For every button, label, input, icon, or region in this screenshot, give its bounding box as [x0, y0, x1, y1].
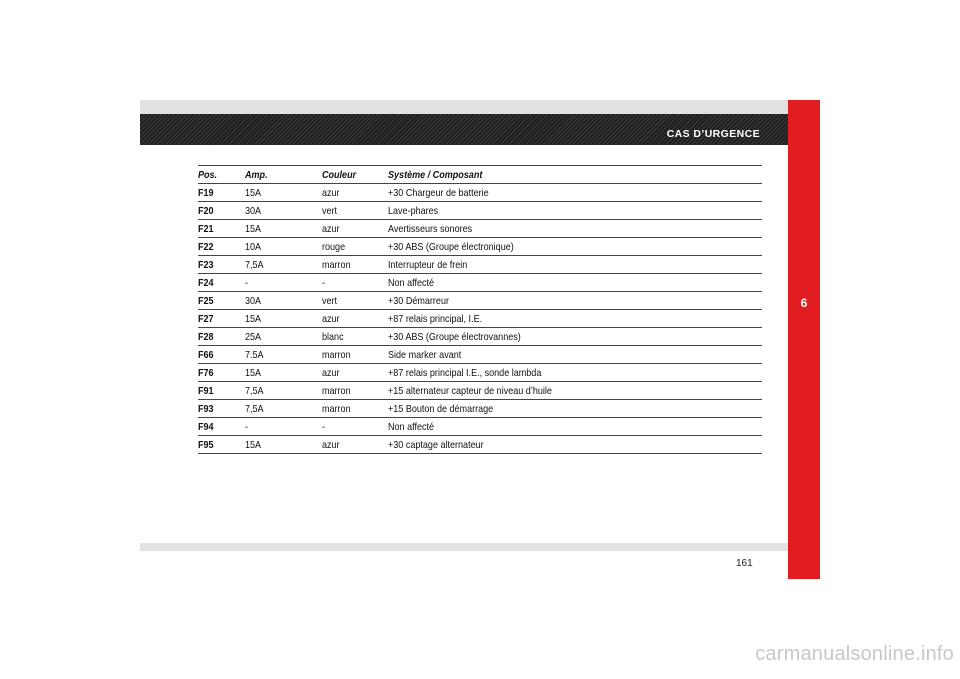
table-body [198, 184, 762, 454]
cell-couleur: - [322, 420, 326, 433]
page-number: 161 [736, 558, 753, 569]
cell-couleur: azur [322, 366, 340, 379]
cell-amp: 25A [245, 330, 262, 343]
cell-amp: - [245, 276, 249, 289]
table-row [198, 202, 762, 220]
watermark-text: carmanualsonline.info [755, 643, 954, 665]
cell-systeme: +15 Bouton de démarrage [388, 402, 494, 415]
cell-amp: 30A [245, 204, 262, 217]
table-row [198, 292, 762, 310]
cell-amp: 15A [245, 186, 262, 199]
table-row [198, 364, 762, 382]
cell-systeme: +30 Démarreur [388, 294, 449, 307]
cell-amp: 15A [245, 366, 262, 379]
cell-pos: F28 [198, 330, 214, 343]
cell-pos: F19 [198, 186, 214, 199]
cell-systeme: +87 relais principal I.E., sonde lambda [388, 366, 542, 379]
cell-systeme: Lave-phares [388, 204, 439, 217]
table-row [198, 346, 762, 364]
table-row [198, 184, 762, 202]
cell-couleur: marron [322, 348, 351, 361]
cell-amp: 7.5A [245, 348, 264, 361]
table-row [198, 328, 762, 346]
section-title: CAS D’URGENCE [666, 128, 760, 140]
cell-systeme: Non affecté [388, 420, 435, 433]
cell-couleur: azur [322, 186, 340, 199]
cell-pos: F95 [198, 438, 214, 451]
cell-amp: 7,5A [245, 384, 264, 397]
cell-couleur: rouge [322, 240, 346, 253]
column-header-couleur: Couleur [322, 168, 357, 181]
cell-couleur: marron [322, 384, 351, 397]
cell-pos: F93 [198, 402, 214, 415]
cell-pos: F76 [198, 366, 214, 379]
cell-couleur: vert [322, 204, 338, 217]
column-header-pos: Pos. [198, 168, 218, 181]
cell-amp: 15A [245, 438, 262, 451]
cell-couleur: blanc [322, 330, 344, 343]
cell-pos: F66 [198, 348, 214, 361]
section-header-bar [140, 114, 788, 145]
cell-couleur: marron [322, 258, 351, 271]
cell-pos: F22 [198, 240, 214, 253]
cell-couleur: azur [322, 438, 340, 451]
table-row [198, 400, 762, 418]
table-row [198, 382, 762, 400]
table-row [198, 238, 762, 256]
cell-pos: F94 [198, 420, 214, 433]
cell-systeme: Non affecté [388, 276, 435, 289]
cell-amp: 7,5A [245, 258, 264, 271]
cell-systeme: Interrupteur de frein [388, 258, 468, 271]
table-row [198, 418, 762, 436]
cell-couleur: azur [322, 222, 340, 235]
column-header-systeme: Système / Composant [388, 168, 483, 181]
cell-amp: 15A [245, 312, 262, 325]
cell-systeme: +30 captage alternateur [388, 438, 484, 451]
fuse-table [198, 165, 762, 454]
cell-amp: 7,5A [245, 402, 264, 415]
table-row [198, 274, 762, 292]
cell-couleur: marron [322, 402, 351, 415]
cell-couleur: vert [322, 294, 338, 307]
cell-pos: F20 [198, 204, 214, 217]
cell-pos: F23 [198, 258, 214, 271]
cell-amp: 30A [245, 294, 262, 307]
column-header-amp: Amp. [245, 168, 268, 181]
cell-pos: F25 [198, 294, 214, 307]
cell-systeme: +87 relais principal, I.E. [388, 312, 483, 325]
cell-couleur: - [322, 276, 326, 289]
cell-systeme: Side marker avant [388, 348, 462, 361]
table-header-row [198, 166, 762, 184]
chapter-tab [788, 100, 820, 579]
cell-systeme: +15 alternateur capteur de niveau d’huile [388, 384, 552, 397]
cell-systeme: +30 Chargeur de batterie [388, 186, 489, 199]
cell-pos: F27 [198, 312, 214, 325]
cell-systeme: +30 ABS (Groupe électrovannes) [388, 330, 521, 343]
cell-couleur: azur [322, 312, 340, 325]
top-gray-band [140, 100, 788, 114]
table-row [198, 256, 762, 274]
cell-amp: 10A [245, 240, 262, 253]
chapter-number: 6 [800, 296, 808, 310]
table-row [198, 220, 762, 238]
cell-pos: F21 [198, 222, 214, 235]
cell-amp: 15A [245, 222, 262, 235]
cell-systeme: +30 ABS (Groupe électronique) [388, 240, 514, 253]
cell-pos: F91 [198, 384, 214, 397]
bottom-gray-band [140, 543, 788, 551]
table-row [198, 436, 762, 454]
table-row [198, 310, 762, 328]
cell-pos: F24 [198, 276, 214, 289]
cell-systeme: Avertisseurs sonores [388, 222, 473, 235]
cell-amp: - [245, 420, 249, 433]
